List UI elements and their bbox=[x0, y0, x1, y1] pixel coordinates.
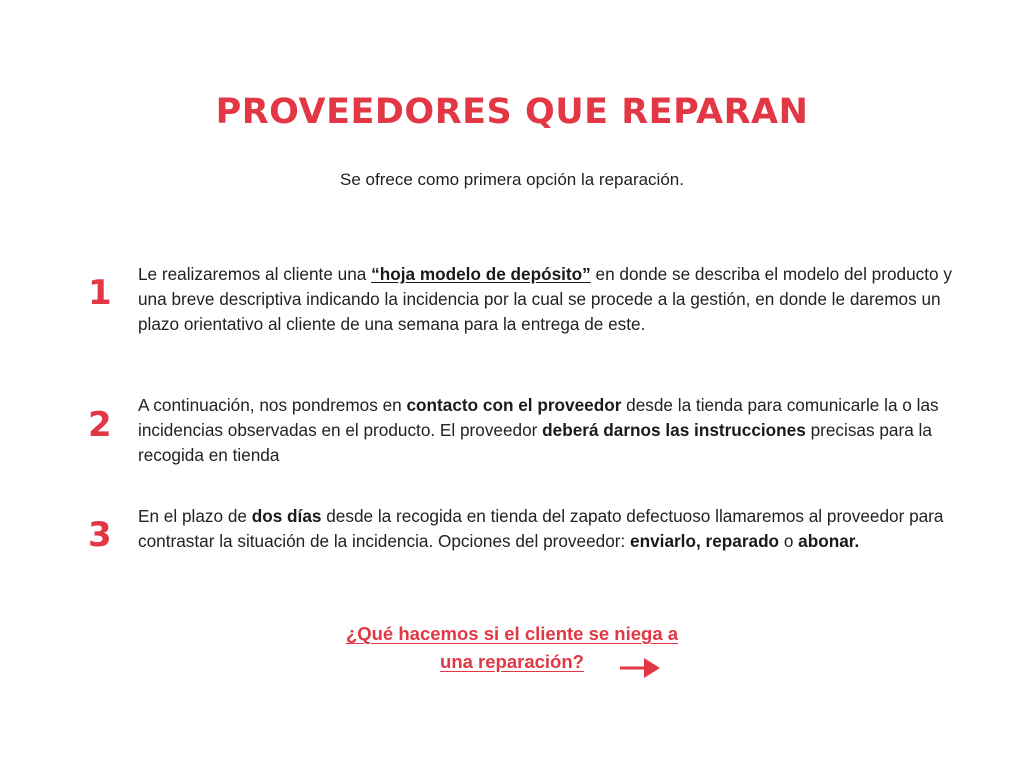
hoja-modelo-link[interactable]: “hoja modelo de depósito” bbox=[371, 264, 591, 284]
page-subtitle: Se ofrece como primera opción la reparación. bbox=[340, 170, 684, 189]
step-number: 1 bbox=[88, 273, 112, 313]
step-text bbox=[138, 262, 973, 337]
step-text-part: En el plazo de bbox=[138, 506, 252, 526]
step-text-part: en donde se describa el modelo del producto y una breve descriptiva indicando la incidencia por la cual se procede a la gestión, en donde le daremos un plazo orientativo al cliente de una semana para la entrega de este. bbox=[138, 264, 952, 334]
step-text-bold: enviarlo, reparado bbox=[630, 531, 780, 551]
cta-line-1[interactable]: ¿Qué hacemos si el cliente se niega a bbox=[345, 623, 679, 644]
step-number: 3 bbox=[88, 515, 112, 555]
step-number: 2 bbox=[88, 405, 112, 445]
step-text-bold: deberá darnos las instrucciones bbox=[542, 420, 806, 440]
step-text-part: Le realizaremos al cliente una bbox=[138, 264, 372, 284]
step-text-bold: contacto con el proveedor bbox=[406, 395, 622, 415]
step-text-part: o bbox=[779, 531, 799, 551]
step-text-part: A continuación, nos pondremos en bbox=[138, 395, 407, 415]
step-text-part: desde la recogida en tienda del zapato defectuoso llamaremos al proveedor para contrastar la situación de la incidencia. Opciones del proveedor: bbox=[138, 506, 944, 551]
step-text-part: desde la tienda para comunicarle la o las incidencias observadas en el producto. El proveedor bbox=[138, 395, 939, 440]
arrow-right-icon[interactable] bbox=[618, 656, 662, 680]
page-title: PROVEEDORES QUE REPARAN bbox=[215, 92, 809, 132]
step-text-bold: abonar. bbox=[798, 531, 860, 551]
cta-line-2[interactable]: una reparación? bbox=[440, 651, 584, 672]
step-text-bold: dos días bbox=[251, 506, 322, 526]
step-text bbox=[138, 504, 973, 554]
step-text-part: precisas para la recogida en tienda bbox=[138, 420, 932, 465]
step-text bbox=[138, 393, 973, 468]
